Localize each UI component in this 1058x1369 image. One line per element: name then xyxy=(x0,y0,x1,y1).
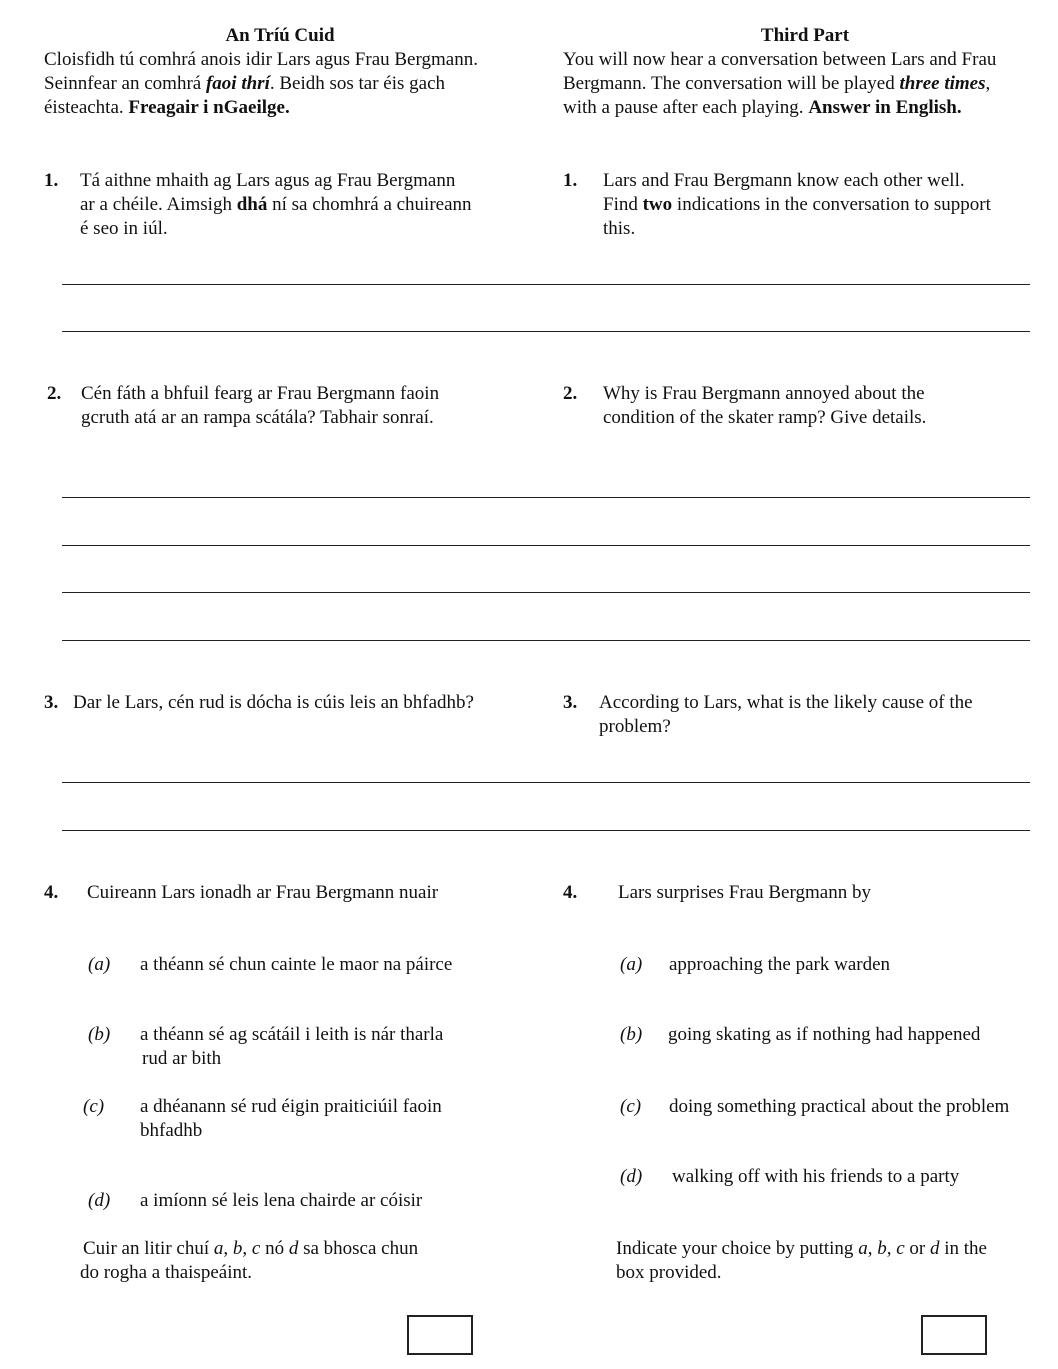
irish-intro-answer-instruction: Freagair i nGaeilge. xyxy=(128,97,290,118)
irish-q3-text: Dar le Lars, cén rud is dócha is cúis leis an bhfadhb? xyxy=(73,692,474,713)
english-intro-answer-instruction: Answer in English. xyxy=(808,97,962,118)
english-option-c-text: doing something practical about the problem xyxy=(669,1096,1010,1117)
english-q1-text-part: indications in the conversation to support xyxy=(672,194,991,215)
english-answer-box[interactable] xyxy=(921,1315,987,1355)
english-option-c-letter: (c) xyxy=(620,1096,642,1117)
english-option-b-text: going skating as if nothing had happened xyxy=(668,1024,981,1045)
irish-q1-bold: dhá xyxy=(236,194,268,215)
irish-q1-number: 1. xyxy=(44,170,59,191)
english-instruction-letter: a xyxy=(858,1238,868,1259)
q3-answer-line[interactable] xyxy=(62,782,1030,783)
english-title: Third Part xyxy=(760,25,850,46)
english-instruction-letter: d xyxy=(929,1238,940,1259)
irish-q2-text xyxy=(81,382,541,430)
irish-q1-text-part: ar a chéile. Aimsigh xyxy=(80,194,237,215)
english-q2-line: Why is Frau Bergmann annoyed about the xyxy=(603,383,925,404)
irish-option-a-text: a théann sé chun cainte le maor na páirce xyxy=(140,954,453,975)
irish-option-c-text xyxy=(140,1095,540,1143)
q2-answer-line[interactable] xyxy=(62,592,1030,593)
irish-instruction-text: sa bhosca chun xyxy=(298,1238,419,1259)
english-instruction-text: or xyxy=(904,1238,930,1259)
irish-instruction-text: Cuir an litir chuí xyxy=(83,1238,214,1259)
english-q1-line: this. xyxy=(603,218,636,239)
english-option-d-letter: (d) xyxy=(620,1166,643,1187)
irish-instruction-line: do rogha a thaispeáint. xyxy=(80,1262,253,1283)
english-option-d-text: walking off with his friends to a party xyxy=(672,1166,960,1187)
english-instruction-letter: b xyxy=(877,1238,887,1259)
english-q1-text-part: Find xyxy=(603,194,643,215)
irish-instruction-line xyxy=(80,1237,540,1261)
irish-option-b-text xyxy=(140,1023,540,1071)
irish-title: An Tríú Cuid xyxy=(225,25,335,46)
irish-option-c-line: a dhéanann sé rud éigin praiticiúil faoin xyxy=(140,1096,442,1117)
irish-instruction-text: , xyxy=(223,1238,233,1259)
irish-q2-line: Cén fáth a bhfuil fearg ar Frau Bergmann faoin xyxy=(81,383,440,404)
english-option-a-text: approaching the park warden xyxy=(669,954,891,975)
english-q3-number: 3. xyxy=(563,692,578,713)
english-q1-line xyxy=(603,193,1043,217)
english-option-a-letter: (a) xyxy=(620,954,643,975)
english-q1-bold: two xyxy=(642,194,673,215)
irish-q2-line: gcruth atá ar an rampa scátála? Tabhair sonraí. xyxy=(81,407,434,428)
q1-answer-line[interactable] xyxy=(62,284,1030,285)
english-intro-text: Bergmann. The conversation will be played xyxy=(563,73,900,94)
english-q2-line: condition of the skater ramp? Give details. xyxy=(603,407,927,428)
irish-instruction-text: , xyxy=(242,1238,252,1259)
irish-option-c-letter: (c) xyxy=(83,1096,105,1117)
english-instruction-text: , xyxy=(867,1238,878,1259)
english-q2-number: 2. xyxy=(563,383,578,404)
irish-option-d-text: a imíonn sé leis lena chairde ar cóisir xyxy=(140,1190,423,1211)
irish-intro xyxy=(44,48,524,120)
irish-option-b-letter: (b) xyxy=(88,1024,111,1045)
irish-choice-instruction xyxy=(80,1237,540,1285)
irish-q4-stem: Cuireann Lars ionadh ar Frau Bergmann nuair xyxy=(87,882,439,903)
english-instruction-text: Indicate your choice by putting xyxy=(616,1238,859,1259)
english-q1-line: Lars and Frau Bergmann know each other well. xyxy=(603,170,965,191)
irish-intro-emphasis: faoi thrí xyxy=(205,73,270,94)
irish-intro-text: Cloisfidh tú comhrá anois idir Lars agus Frau Bergmann. Seinnfear an comhrá xyxy=(44,49,478,94)
irish-instruction-letter: c xyxy=(251,1238,261,1259)
irish-q1-text xyxy=(80,169,540,241)
english-intro-text: , xyxy=(985,73,991,94)
q2-answer-line[interactable] xyxy=(62,497,1030,498)
irish-option-c-line: bhfadhb xyxy=(140,1120,203,1141)
english-q3-text xyxy=(599,691,1039,739)
english-instruction-letter: c xyxy=(896,1238,905,1259)
irish-q2-number: 2. xyxy=(47,383,62,404)
irish-option-a-letter: (a) xyxy=(88,954,111,975)
english-q3-line: problem? xyxy=(599,716,671,737)
irish-q1-line: Tá aithne mhaith ag Lars agus ag Frau Bergmann xyxy=(80,170,456,191)
irish-q1-line xyxy=(80,193,540,217)
english-intro-line xyxy=(563,72,1053,96)
english-q1-text xyxy=(603,169,1043,241)
irish-instruction-text: nó xyxy=(260,1238,289,1259)
english-option-b-letter: (b) xyxy=(620,1024,643,1045)
irish-q4-number: 4. xyxy=(44,882,59,903)
q1-answer-line[interactable] xyxy=(62,331,1030,332)
irish-q1-text-part: ní sa chomhrá a chuireann xyxy=(267,194,472,215)
english-intro-line: You will now hear a conversation between Lars and Frau xyxy=(563,49,997,70)
irish-q3-number: 3. xyxy=(44,692,59,713)
q2-answer-line[interactable] xyxy=(62,640,1030,641)
english-instruction-text: , xyxy=(886,1238,897,1259)
english-intro-emphasis: three times xyxy=(899,73,986,94)
irish-instruction-letter: a xyxy=(213,1238,224,1259)
english-instruction-line xyxy=(616,1237,1046,1261)
english-instruction-line: box provided. xyxy=(616,1262,722,1283)
english-q3-line: According to Lars, what is the likely cause of the xyxy=(599,692,973,713)
irish-q1-line: é seo in iúl. xyxy=(80,218,168,239)
q3-answer-line[interactable] xyxy=(62,830,1030,831)
english-choice-instruction xyxy=(616,1237,1046,1285)
irish-option-b-line: rud ar bith xyxy=(142,1048,222,1069)
english-q1-number: 1. xyxy=(563,170,578,191)
english-intro-text: with a pause after each playing. xyxy=(563,97,809,118)
english-q4-stem: Lars surprises Frau Bergmann by xyxy=(618,882,871,903)
q2-answer-line[interactable] xyxy=(62,545,1030,546)
english-q2-text xyxy=(603,382,1043,430)
irish-instruction-letter: d xyxy=(288,1238,299,1259)
irish-intro-text-2: . Beidh sos tar éis gach éisteachta. xyxy=(44,73,446,118)
irish-answer-box[interactable] xyxy=(407,1315,473,1355)
english-instruction-text: in the xyxy=(939,1238,987,1259)
english-intro-line xyxy=(563,96,1053,120)
english-intro xyxy=(563,48,1053,120)
irish-instruction-letter: b xyxy=(232,1238,243,1259)
irish-option-d-letter: (d) xyxy=(88,1190,111,1211)
irish-option-b-line: a théann sé ag scátáil i leith is nár tharla xyxy=(140,1024,444,1045)
english-q4-number: 4. xyxy=(563,882,578,903)
